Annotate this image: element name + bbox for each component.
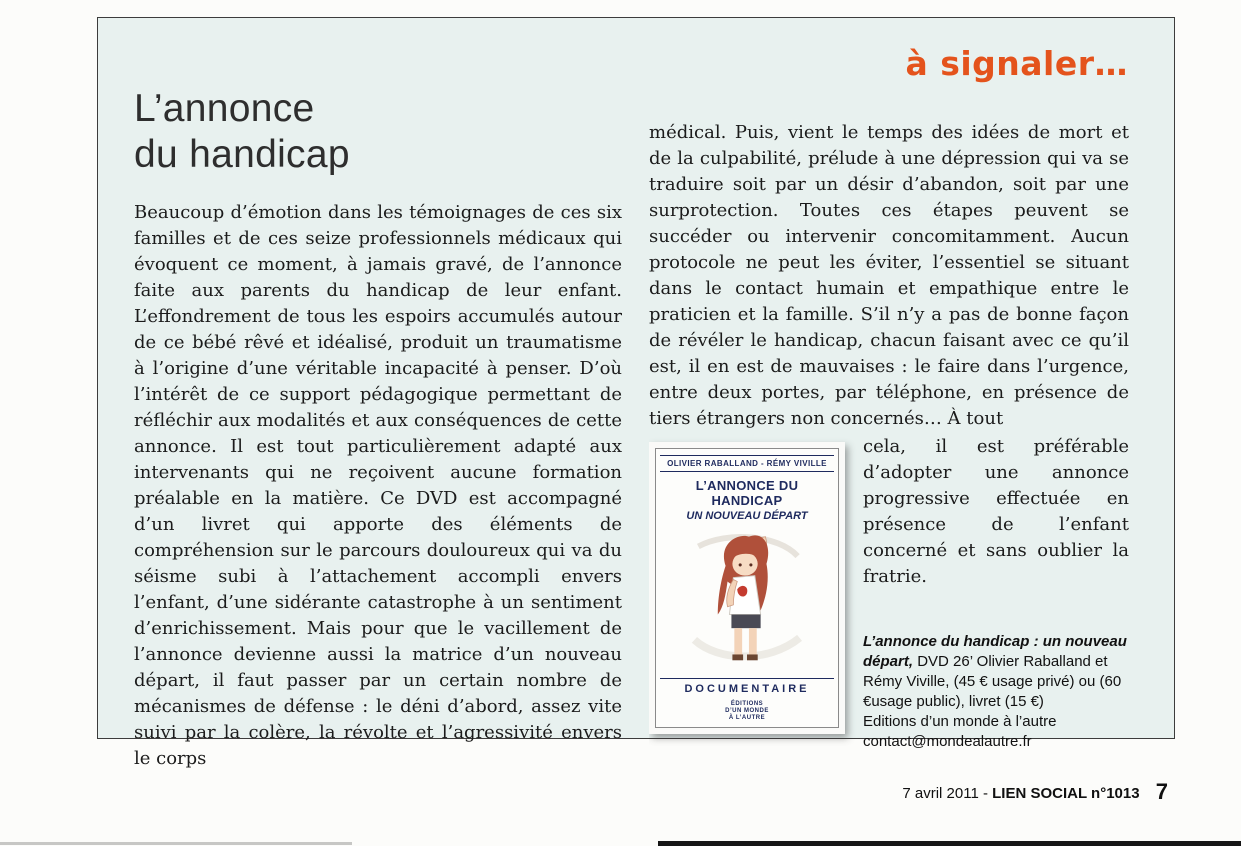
dvd-publisher-logo — [660, 701, 834, 722]
article-title — [134, 86, 622, 178]
dvd-subtitle: UN NOUVEAU DÉPART — [686, 510, 808, 522]
dvd-illustration-girl — [660, 525, 834, 676]
footer-journal-name: LIEN SOCIAL n°1013 — [992, 785, 1140, 802]
article-text-left: Beaucoup d’émotion dans les témoignages de ces six familles et de ces seize professionnels médicaux qui évoquent ce moment, à jamais gravé, de l’annonce faite aux parents du handicap de leur enfant. L’effondrement de tous les espoirs accumulés autour de ce bébé rêvé et idéalisé, produit un traumatisme à l’origine d’une véritable incapacité à penser. D’où l’intérêt de ce support pédagogique permettant de réfléchir aux modalités et aux conséquences de cette annonce. Il est tout particulièrement adapté aux intervenants qui ne reçoivent aucune formation préalable en la matière. Ce DVD est accompagné d’un livret qui apporte des éléments de compréhension sur le parcours douloureux qui va du séisme subi à l’attachement accompli envers l’enfant, d’une sidérante catastrophe à un sentiment d’enrichissement. Mais pour que le vacillement de l’annonce devienne aussi la matrice d’un nouveau départ, il faut passer par un certain nombre de mécanismes de défense : le déni d’abord, assez vite suivi par la colère, la révolte et l’agressivité envers le corps — [134, 202, 622, 769]
footer-date: 7 avril 2011 - — [902, 785, 993, 802]
section-label: à signaler… — [905, 44, 1128, 83]
scan-edge-artifact-right — [658, 841, 1241, 846]
dvd-title: L’ANNONCE DU HANDICAP — [695, 478, 799, 508]
media-flow — [649, 434, 1129, 752]
article-text-right: médical. Puis, vient le temps des idées de mort et de la culpabilité, prélude à une dépression qui va se traduire soit par un désir d’abandon, soit par une surprotection. Toutes ces étapes peuvent se succéder ou intervenir concomitamment. Aucun protocole ne peut les éviter, l’essentiel se situant dans le contact humain et empathique entre le praticien et la famille. S’il n’y a pas de bonne façon de révéler le handicap, chacun faisant avec ce qu’il est, il en est de mauvaises : le faire dans l’urgence, entre deux portes, par téléphone, en présence de tiers étrangers non concernés… À tout — [649, 122, 1129, 429]
dvd-publisher-line1: ÉDITIONS — [730, 701, 764, 707]
scan-edge-artifact-left — [0, 842, 352, 845]
dvd-cover-photo — [649, 442, 845, 734]
dvd-genre: DOCUMENTAIRE — [660, 678, 834, 695]
article-panel — [97, 17, 1175, 769]
caption-details: DVD 26’ Olivier Raballand et Rémy Viville, (45 € usage privé) ou (60 €usage public), livret (15 €) — [863, 653, 1122, 710]
article-title-line2: du handicap — [134, 133, 350, 176]
caption-publisher: Editions d’un monde à l’autre — [863, 713, 1057, 730]
caption-email: contact@mondealautre.fr — [863, 733, 1032, 750]
right-column — [649, 120, 1129, 752]
caption-title: L’annonce du handicap : un nouveau départ, — [863, 633, 1127, 670]
page-footer — [902, 779, 1168, 805]
left-column — [134, 86, 622, 772]
article-title-line1: L’annonce — [134, 87, 315, 130]
article-text-wrap: cela, il est préférable d’adopter une annonce progressive effectuée en présence de l’enfant concerné et sans oublier la fratrie. — [863, 436, 1129, 587]
dvd-cover — [655, 448, 839, 728]
footer-page-number: 7 — [1155, 779, 1168, 804]
dvd-publisher-line2: D’UN MONDE — [725, 708, 769, 714]
dvd-authors: OLIVIER RABALLAND - RÉMY VIVILLE — [660, 455, 834, 472]
dvd-publisher-line3: À L’AUTRE — [728, 715, 766, 721]
